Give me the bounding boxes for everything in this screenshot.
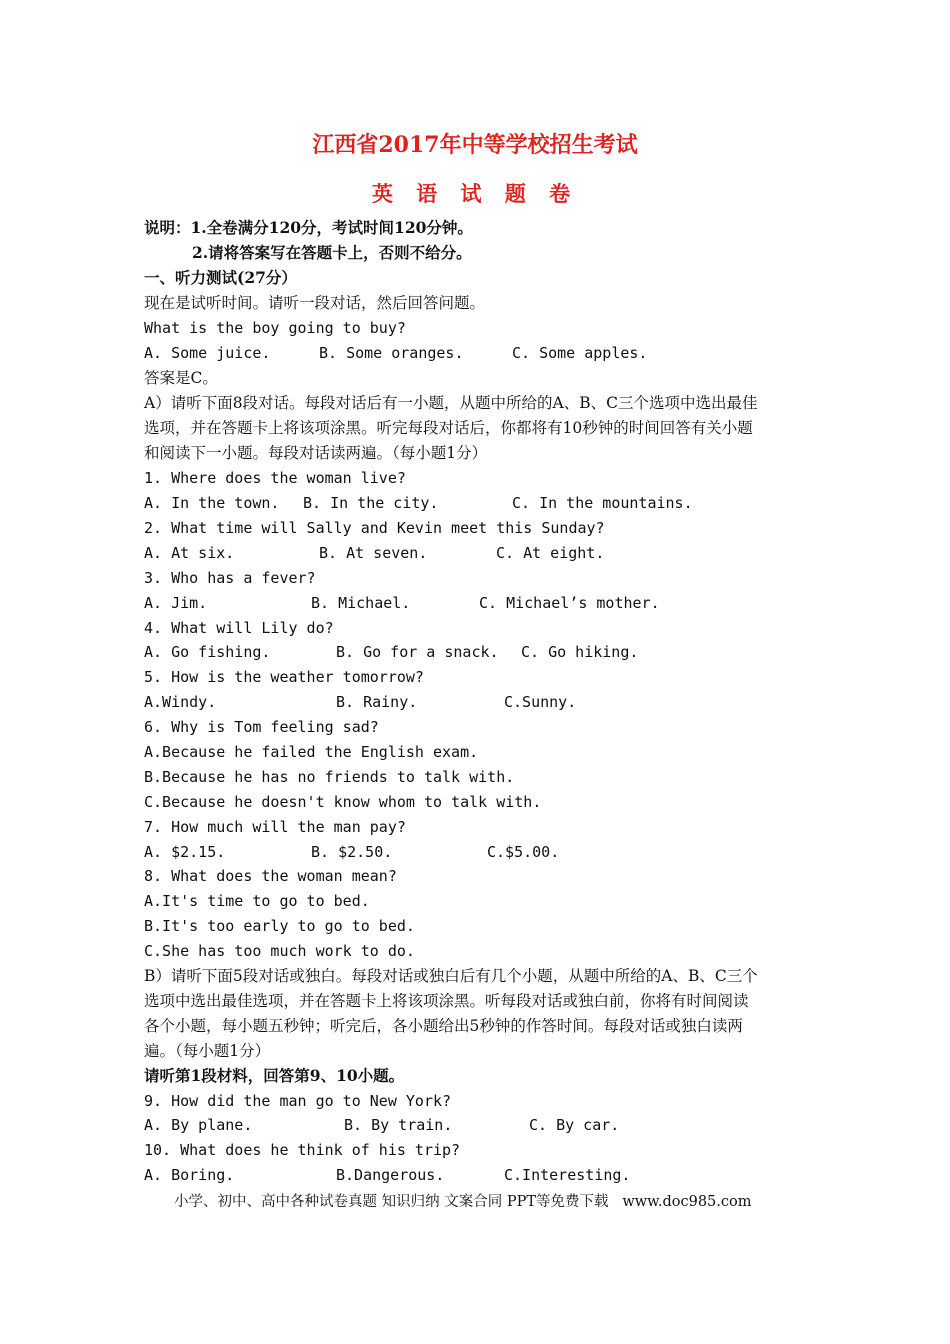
question-2: 2. What time will Sally and Kevin meet this Sunday? (144, 519, 605, 537)
q1-option-a: A. In the town. (144, 494, 280, 512)
q7-option-c: C.$5.00. (487, 843, 560, 861)
q8-option-b: B.It's too early to go to bed. (144, 917, 415, 935)
practice-option-c: C. Some apples. (512, 344, 648, 362)
footer-banner: 小学、初中、高中各种试卷真题 知识归纳 文案合同 PPT等免费下载 www.doc985.com (174, 1194, 752, 1210)
q9-option-a: A. By plane. (144, 1116, 253, 1134)
exam-subtitle: 英 语 试 题 卷 (371, 181, 579, 206)
question-4: 4. What will Lily do? (144, 619, 334, 637)
part-a-instructions-3: 和阅读下一小题。每段对话读两遍。（每小题1分） (144, 444, 488, 462)
q7-option-b: B. $2.50. (311, 843, 393, 861)
part-a-instructions-2: 选项，并在答题卡上将该项涂黑。听完每段对话后，你都将有10秒钟的时间回答有关小题 (144, 419, 753, 437)
q2-option-c: C. At eight. (496, 544, 605, 562)
part-a-instructions-1: A）请听下面8段对话。每段对话后有一小题，从题中所给的A、B、C三个选项中选出最佳 (144, 394, 758, 412)
q2-option-a: A. At six. (144, 544, 235, 562)
q1-option-c: C. In the mountains. (512, 494, 693, 512)
question-7: 7. How much will the man pay? (144, 818, 406, 836)
question-5: 5. How is the weather tomorrow? (144, 668, 424, 686)
q1-option-b: B. In the city. (303, 494, 439, 512)
q10-option-a: A. Boring. (144, 1166, 235, 1184)
section-heading: 一、听力测试(27分） (144, 268, 297, 287)
question-9: 9. How did the man go to New York? (144, 1092, 452, 1110)
q3-option-c: C. Michael’s mother. (479, 594, 660, 612)
practice-answer: 答案是C。 (144, 369, 218, 387)
question-1: 1. Where does the woman live? (144, 469, 406, 487)
practice-option-a: A. Some juice. (144, 344, 271, 362)
exam-title: 江西省2017年中等学校招生考试 (312, 132, 638, 158)
note-2: 2.请将答案写在答题卡上，否则不给分。 (192, 243, 472, 262)
question-10: 10. What does he think of his trip? (144, 1141, 461, 1159)
part-b-instructions-2: 选项中选出最佳选项，并在答题卡上将该项涂黑。听每段对话或独白前，你将有时间阅读 (144, 992, 749, 1010)
material-1-heading: 请听第1段材料，回答第9、10小题。 (144, 1066, 405, 1085)
q5-option-b: B. Rainy. (336, 693, 418, 711)
question-6: 6. Why is Tom feeling sad? (144, 718, 379, 736)
q3-option-a: A. Jim. (144, 594, 208, 612)
q6-option-a: A.Because he failed the English exam. (144, 743, 479, 761)
practice-option-b: B. Some oranges. (319, 344, 464, 362)
q3-option-b: B. Michael. (311, 594, 411, 612)
q9-option-c: C. By car. (529, 1116, 620, 1134)
q9-option-b: B. By train. (344, 1116, 453, 1134)
q4-option-b: B. Go for a snack. (336, 643, 499, 661)
q5-option-a: A.Windy. (144, 693, 217, 711)
q7-option-a: A. $2.15. (144, 843, 226, 861)
question-3: 3. Who has a fever? (144, 569, 316, 587)
q10-option-c: C.Interesting. (504, 1166, 631, 1184)
q6-option-b: B.Because he has no friends to talk with. (144, 768, 515, 786)
q4-option-c: C. Go hiking. (521, 643, 639, 661)
practice-intro: 现在是试听时间。请听一段对话，然后回答问题。 (144, 294, 486, 312)
q8-option-a: A.It's time to go to bed. (144, 892, 370, 910)
q8-option-c: C.She has too much work to do. (144, 942, 415, 960)
q2-option-b: B. At seven. (319, 544, 428, 562)
q5-option-c: C.Sunny. (504, 693, 577, 711)
q6-option-c: C.Because he doesn't know whom to talk with. (144, 793, 542, 811)
part-b-instructions-3: 各个小题，每小题五秒钟；听完后，各小题给出5秒钟的作答时间。每段对话或独白读两 (144, 1017, 743, 1035)
q10-option-b: B.Dangerous. (336, 1166, 445, 1184)
part-b-instructions-1: B）请听下面5段对话或独白。每段对话或独白后有几个小题，从题中所给的A、B、C三个 (144, 967, 758, 985)
part-b-instructions-4: 遍。（每小题1分） (144, 1042, 271, 1060)
q4-option-a: A. Go fishing. (144, 643, 271, 661)
question-8: 8. What does the woman mean? (144, 867, 397, 885)
practice-question: What is the boy going to buy? (144, 319, 406, 337)
note-1: 说明：1.全卷满分120分，考试时间120分钟。 (144, 218, 473, 237)
